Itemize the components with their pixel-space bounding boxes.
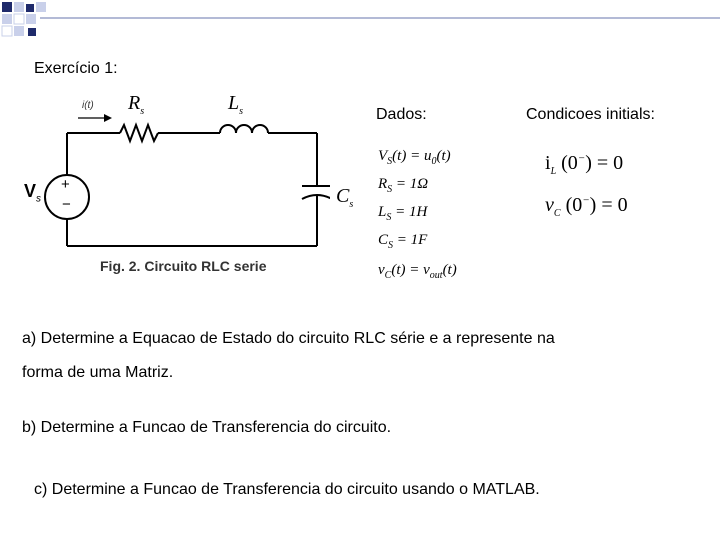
vs-symbol: V [24,181,37,201]
dados-eq2-rhs: = 1Ω [392,176,429,192]
ic1-open: (0 [556,152,578,174]
ic1-close: ) = 0 [585,152,624,174]
vs-subscript: s [36,193,42,205]
ic2-open: (0 [560,194,583,216]
dados-eq4-rhs: = 1F [393,232,428,248]
dados-eq5-rhs: (t) [442,262,457,278]
dados-eq-vs [378,148,451,167]
rs-symbol: R [128,92,141,114]
dados-eq3-lhs: L [378,204,387,220]
ic2-var: v [545,194,554,216]
ls-symbol: L [228,92,240,114]
dados-eq1-mid: (t) = u [392,148,432,164]
cs-subscript: s [349,199,354,210]
vs-label [24,181,41,205]
cs-symbol: C [336,185,350,207]
source-minus: − [62,196,71,213]
dados-eq5-lhs-sub: C [384,270,392,281]
dados-eq4-lhs: C [378,232,389,248]
ls-label [228,92,243,117]
dados-eq1-mid-sub: 0 [431,156,437,167]
ic2-sub: C [553,208,561,219]
question-b: b) Determine a Funcao de Transferencia do circuito. [22,419,392,436]
rlc-circuit-diagram [20,88,330,283]
question-c: c) Determine a Funcao de Transferencia do circuito usando o MATLAB. [34,481,540,498]
question-a-line2: forma de uma Matriz. [22,364,174,381]
ic2-sup: − [582,194,590,207]
dados-label: Dados: [376,106,427,123]
dados-eq3-lhs-sub: S [386,212,392,223]
ic1-var: i [545,152,551,174]
dados-eq4-lhs-sub: S [388,240,394,251]
condition-vc [545,194,628,219]
dados-eq5-mid: (t) = v [391,262,430,278]
ls-subscript: s [239,106,244,117]
source-plus: + [61,176,70,193]
dados-eq-rs [378,176,428,195]
dados-eq2-lhs: R [378,176,388,192]
rs-label [128,92,144,117]
dados-eq5-lhs: v [378,262,385,278]
ic1-sup: − [577,152,586,165]
condition-il [545,152,623,177]
cs-label-text [336,185,353,210]
question-a-line1: a) Determine a Equacao de Estado do circuito RLC série e a represente na [22,330,555,347]
corner-squares [0,0,720,40]
exercise-heading: Exercício 1: [34,60,118,77]
corner-decoration [0,0,720,40]
ic2-close: ) = 0 [589,194,628,216]
ic1-sub: L [550,166,557,177]
circuit-caption: Fig. 2. Circuito RLC serie [100,258,267,274]
dados-eq5-mid-sub: out [429,270,443,281]
dados-eq1-lhs: V [378,148,388,164]
dados-eq-vc [378,262,457,281]
dados-eq2-lhs-sub: S [387,184,393,195]
dados-eq1-rhs: (t) [436,148,451,164]
dados-eq-cs [378,232,427,251]
rs-subscript: s [140,106,145,117]
dados-eq3-rhs: = 1H [391,204,428,220]
dados-eq-ls [378,204,427,223]
conditions-label: Condicoes initials: [526,106,655,123]
current-label: i(t) [82,100,94,111]
dados-eq1-lhs-sub: S [387,156,393,167]
